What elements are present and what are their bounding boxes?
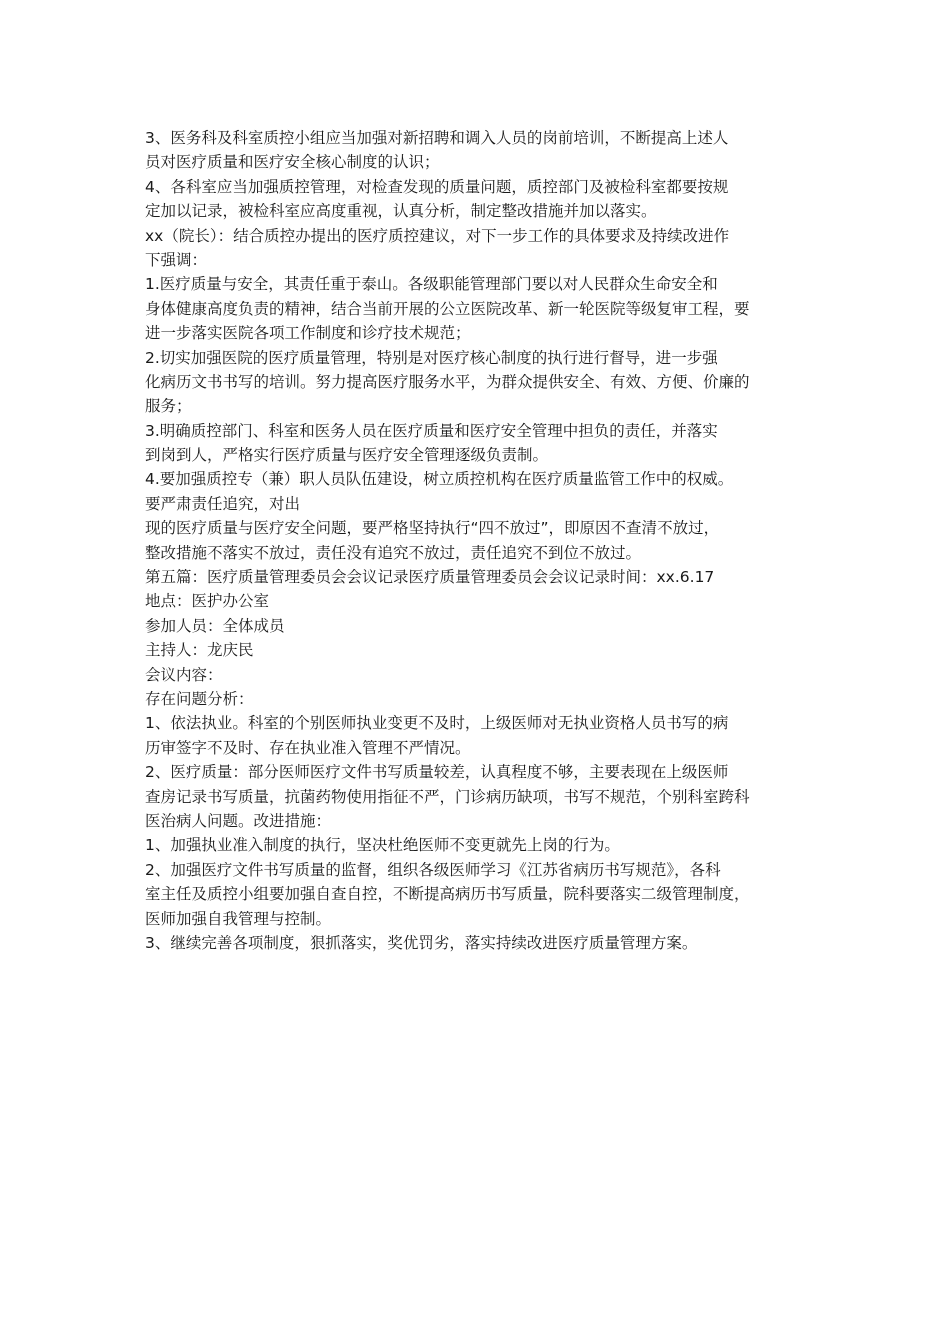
- text-line: 化病历文书书写的培训。努力提高医疗服务水平，为群众提供安全、有效、方便、价廉的: [145, 372, 750, 391]
- text-line: 下强调：: [145, 250, 208, 269]
- section-heading: 第五篇：医疗质量管理委员会会议记录医疗质量管理委员会会议记录时间：xx.6.17: [145, 568, 715, 587]
- text-line: 2.切实加强医院的医疗质量管理，特别是对医疗核心制度的执行进行督导，进一步强: [145, 348, 718, 367]
- text-line: 3、医务科及科室质控小组应当加强对新招聘和调入人员的岗前培训，不断提高上述人: [145, 129, 729, 147]
- text-line: 1、依法执业。科室的个别医师执业变更不及时，上级医师对无执业资格人员书写的病: [145, 714, 729, 733]
- meeting-content-label: 会议内容：: [145, 665, 223, 684]
- text-line: 进一步落实医院各项工作制度和诊疗技术规范；: [145, 324, 471, 343]
- text-line: 2、医疗质量：部分医师医疗文件书写质量较差，认真程度不够，主要表现在上级医师: [145, 763, 729, 782]
- text-line: 1.医疗质量与安全，其责任重于泰山。各级职能管理部门要以对人民群众生命安全和: [145, 275, 718, 294]
- problem-analysis-label: 存在问题分析：: [145, 689, 254, 708]
- text-line: 1、加强执业准入制度的执行，坚决杜绝医师不变更就先上岗的行为。: [145, 836, 620, 855]
- meeting-location: 地点：医护办公室: [145, 592, 270, 611]
- text-line: 到岗到人，严格实行医疗质量与医疗安全管理逐级负责制。: [145, 446, 549, 465]
- text-line: 2、加强医疗文件书写质量的监督，组织各级医师学习《江苏省病历书写规范》，各科: [145, 860, 721, 879]
- text-line: 员对医疗质量和医疗安全核心制度的认识；: [145, 153, 440, 172]
- meeting-host: 主持人：龙庆民: [145, 641, 254, 660]
- text-line: 身体健康高度负责的精神，结合当前开展的公立医院改革、新一轮医院等级复审工程，要: [145, 299, 750, 318]
- text-line: 3.明确质控部门、科室和医务人员在医疗质量和医疗安全管理中担负的责任，并落实: [145, 421, 718, 440]
- text-line: xx（院长）：结合质控办提出的医疗质控建议，对下一步工作的具体要求及持续改进作: [145, 226, 730, 245]
- text-line: 室主任及质控小组要加强自查自控，不断提高病历书写质量，院科要落实二级管理制度，: [145, 885, 750, 904]
- document-body: [145, 126, 810, 955]
- text-line: 历审签字不及时、存在执业准入管理不严情况。: [145, 738, 471, 757]
- text-line: 查房记录书写质量，抗菌药物使用指征不严，门诊病历缺项，书写不规范，个别科室跨科: [145, 787, 750, 806]
- text-line: 现的医疗质量与医疗安全问题，要严格坚持执行“四不放过”，即原因不查清不放过，: [145, 519, 720, 538]
- text-line: 要严肃责任追究，对出: [145, 494, 301, 513]
- text-line: 整改措施不落实不放过，责任没有追究不放过，责任追究不到位不放过。: [145, 543, 642, 562]
- text-line: 定加以记录，被检科室应高度重视，认真分析，制定整改措施并加以落实。: [145, 202, 657, 221]
- text-line: 服务；: [145, 397, 192, 416]
- text-line: 4.要加强质控专（兼）职人员队伍建设，树立质控机构在医疗质量监管工作中的权威。: [145, 470, 734, 489]
- text-line: 医治病人问题。改进措施：: [145, 811, 332, 830]
- meeting-attendees: 参加人员：全体成员: [145, 616, 285, 635]
- text-line: 医师加强自我管理与控制。: [145, 909, 332, 928]
- text-line: 4、各科室应当加强质控管理，对检查发现的质量问题，质控部门及被检科室都要按规: [145, 177, 729, 196]
- text-line: 3、继续完善各项制度，狠抓落实，奖优罚劣，落实持续改进医疗质量管理方案。: [145, 933, 698, 952]
